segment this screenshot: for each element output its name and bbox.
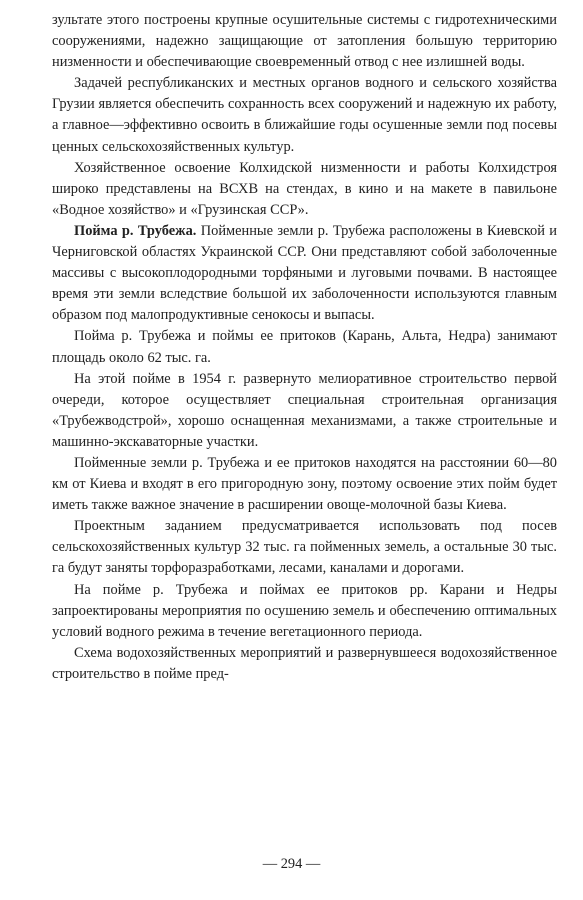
paragraph-8-text: Проектным заданием предусматривается использовать под посев сельскохозяйственных культур 32 тыс. га пойменных земель, а остальные 30 тыс. га будут заняты торфоразработками, лесами, каналами и дорогами. bbox=[52, 518, 557, 577]
page-text bbox=[52, 10, 557, 685]
paragraph-1 bbox=[52, 10, 557, 73]
paragraph-10-text: Схема водохозяйственных мероприятий и развернувшееся водохозяйственное строительство в пойме пред- bbox=[52, 644, 557, 682]
paragraph-10 bbox=[52, 643, 557, 685]
paragraph-7-text: Пойменные земли р. Трубежа и ее притоков находятся на расстоянии 60—80 км от Киева и входят в его пригородную зону, поэтому освоение этих пойм будет иметь также важное значение в расширении овоще-молочной базы Киева. bbox=[52, 454, 557, 514]
paragraph-4 bbox=[52, 221, 557, 326]
paragraph-2 bbox=[52, 73, 557, 157]
section-heading: Пойма р. Трубежа. bbox=[74, 222, 197, 239]
paragraph-5 bbox=[52, 326, 557, 368]
paragraph-8 bbox=[52, 516, 557, 579]
paragraph-6 bbox=[52, 369, 557, 453]
paragraph-4-text: Пойменные земли р. Трубежа расположены в Киевской и Черниговской областях Украинской ССР. Они представляют собой заболоченные массивы с высокоплодородными торфяными и луговыми почвами. В настоящее время эти земли вследствие большой их заболоченности используются главным образом под малопродуктивные сенокосы и выпасы. bbox=[52, 222, 557, 324]
paragraph-5-text: Пойма р. Трубежа и поймы ее притоков (Карань, Альта, Недра) занимают площадь около 62 тыс. га. bbox=[52, 328, 557, 366]
paragraph-9 bbox=[52, 580, 557, 643]
paragraph-1-text: зультате этого построены крупные осушительные системы с гидротехническими сооружениями, надежно защищающие от затопления большую территорию низменности и обеспечивающие своевременный отвод с нее излишней воды. bbox=[52, 12, 557, 71]
paragraph-9-text: На пойме р. Трубежа и поймах ее притоков рр. Карани и Недры запроектированы мероприятия по осушению земель и обеспечению оптимальных условий водного режима в течение вегетационного периода. bbox=[52, 581, 557, 640]
paragraph-7 bbox=[52, 453, 557, 516]
page-number: — 294 — bbox=[262, 856, 321, 872]
paragraph-2-text: Задачей республиканских и местных органов водного и сельского хозяйства Грузии является обеспечить сохранность всех сооружений и надежную их работу, а главное—эффективно освоить в ближайшие годы осушенные земли под посевы ценных сельскохозяйственных культур. bbox=[52, 75, 557, 155]
paragraph-6-text: На этой пойме в 1954 г. развернуто мелиоративное строительство первой очереди, которое осуществляет специальная строительная организация «Трубежводстрой», хорошо оснащенная механизмами, а также строительные и машинно-экскаваторные участки. bbox=[52, 370, 557, 450]
paragraph-3-text: Хозяйственное освоение Колхидской низменности и работы Колхидстроя широко представлены на ВСХВ на стендах, в кино и на макете в павильоне «Водное хозяйство» и «Грузинская ССР». bbox=[52, 159, 557, 218]
paragraph-3 bbox=[52, 158, 557, 221]
